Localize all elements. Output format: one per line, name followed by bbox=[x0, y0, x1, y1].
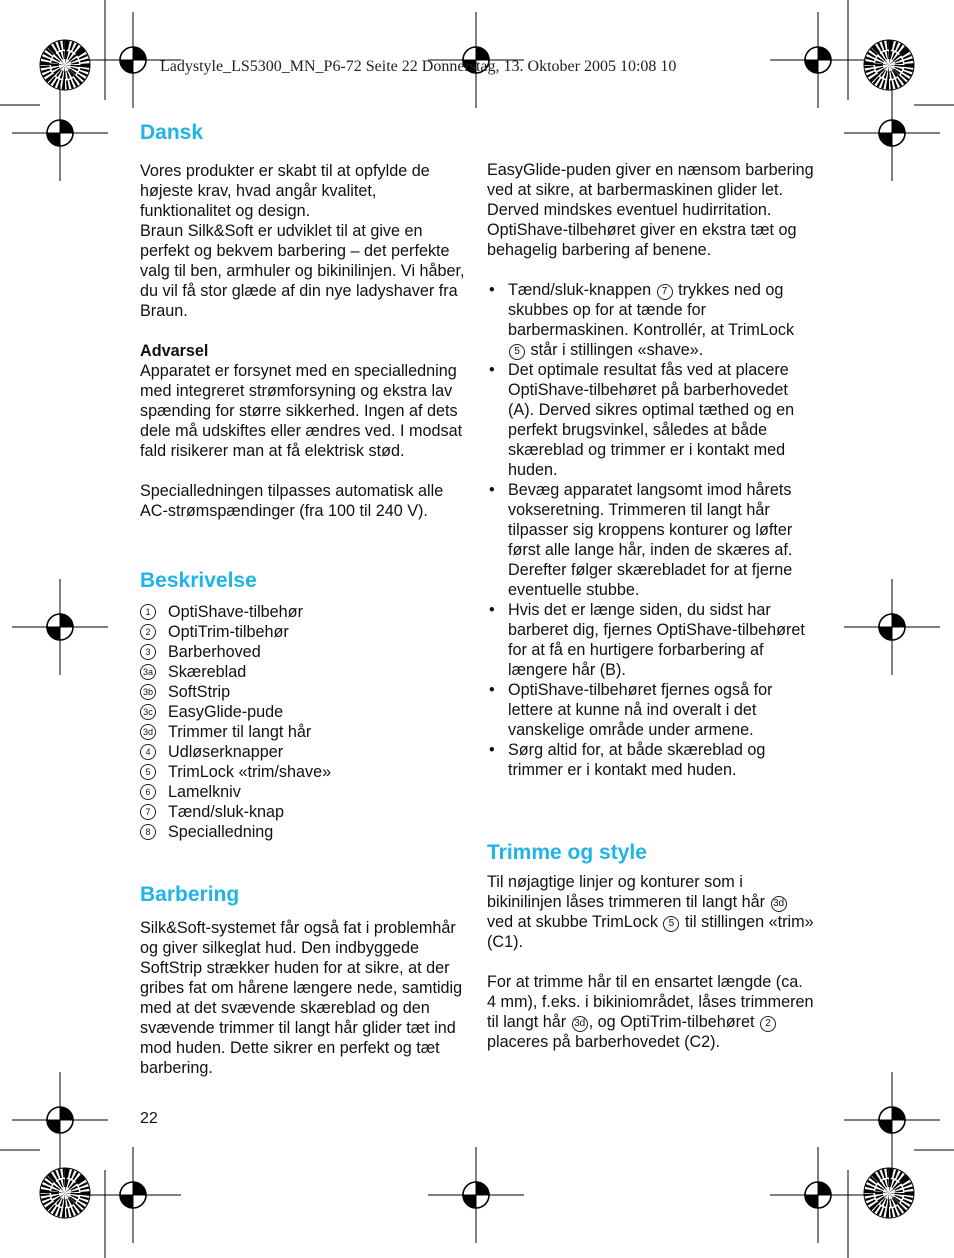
warning-text: Apparatet er forsynet med en specialledning med integreret strømforsyning og ekstra lav spænding for større sikkerhed. Ingen af dets dele må udskiftes eller ændres ved. I modsat fald risikerer man at få elektrisk stød. bbox=[140, 362, 463, 460]
intro-paragraph-1: Vores produkter er skabt til at opfylde de højeste krav, hvad angår kvalitet, funktionalitet og design. bbox=[140, 162, 430, 220]
list-item: • Hvis det er længe siden, du sidst har barberet dig, fjernes OptiShave-tilbehøret for at få en hurtigere forbarbering af længere hår (B). bbox=[487, 600, 815, 680]
list-item bbox=[140, 662, 468, 682]
part-label: Lamelkniv bbox=[168, 783, 241, 801]
warning-title: Advarsel bbox=[140, 342, 209, 360]
list-item bbox=[140, 742, 468, 762]
part-number: 5 bbox=[663, 916, 679, 932]
list-item bbox=[487, 280, 815, 360]
part-number: 1 bbox=[140, 604, 156, 620]
part-number: 3b bbox=[140, 684, 156, 700]
section-title-trimme: Trimme og style bbox=[487, 841, 647, 864]
part-number: 3 bbox=[140, 644, 156, 660]
cord-text: Specialledningen tilpasses automatisk alle AC-strømspændinger (fra 100 til 240 V). bbox=[140, 482, 444, 520]
right-column bbox=[487, 160, 815, 1052]
part-number: 2 bbox=[140, 624, 156, 640]
easyglide-text: EasyGlide-puden giver en nænsom barbering ved at sikre, at barbermaskinen glider let. Derved mindskes eventuel hudirritation. bbox=[487, 161, 814, 219]
part-number: 3a bbox=[140, 664, 156, 680]
trimme-paragraph-1 bbox=[487, 872, 815, 952]
part-label: Udløserknapper bbox=[168, 743, 284, 761]
section-title-beskrivelse: Beskrivelse bbox=[140, 569, 257, 592]
part-label: Trimmer til langt hår bbox=[168, 723, 312, 741]
part-label: OptiShave-tilbehør bbox=[168, 603, 303, 621]
part-number: 6 bbox=[140, 784, 156, 800]
text-fragment: til stillingen «trim» (C1). bbox=[487, 913, 814, 951]
instructions-list bbox=[487, 280, 815, 780]
part-number: 3d bbox=[771, 896, 787, 912]
part-number: 3d bbox=[572, 1016, 588, 1032]
list-item bbox=[140, 622, 468, 642]
text-fragment: placeres på barberhovedet (C2). bbox=[487, 1033, 721, 1051]
list-item bbox=[140, 802, 468, 822]
part-label: Specialledning bbox=[168, 823, 274, 841]
list-item: • Bevæg apparatet langsomt imod hårets vokseretning. Trimmeren til langt hår tilpasser sig kroppens konturer og løfter først alle lange hår, inden de skæres af. Derefter følger skærebladet for at fjerne eventuelle stubbe. bbox=[487, 480, 815, 600]
part-number: 3d bbox=[140, 724, 156, 740]
section-title-barbering: Barbering bbox=[140, 883, 240, 906]
text-fragment: står i stillingen «shave». bbox=[530, 341, 704, 359]
part-number: 5 bbox=[509, 344, 525, 360]
intro-paragraph-2: Braun Silk&Soft er udviklet til at give en perfekt og bekvem barbering – det perfekte valg til ben, armhuler og bikinilinjen. Vi håber, du vil få stor glæde af din nye ladyshaver fra Braun. bbox=[140, 222, 465, 320]
parts-list bbox=[140, 602, 468, 842]
list-item: • Sørg altid for, at både skæreblad og trimmer er i kontakt med huden. bbox=[487, 740, 815, 780]
list-item: • Det optimale resultat fås ved at placere OptiShave-tilbehøret på barberhovedet (A). Derved sikres optimal tæthed og en perfekt brugsvinkel, således at både skæreblad og trimmer er i kontakt med huden. bbox=[487, 360, 815, 480]
list-item bbox=[140, 602, 468, 622]
list-item bbox=[140, 702, 468, 722]
part-label: TrimLock «trim/shave» bbox=[168, 763, 332, 781]
part-number: 2 bbox=[760, 1016, 776, 1032]
list-item bbox=[140, 682, 468, 702]
text-fragment: , og OptiTrim-tilbehøret bbox=[588, 1013, 755, 1031]
text-fragment: Til nøjagtige linjer og konturer som i bikinilinjen låses trimmeren til langt hår bbox=[487, 873, 766, 911]
list-item: • OptiShave-tilbehøret fjernes også for lettere at kunne nå ind overalt i det vanskelige område under armene. bbox=[487, 680, 815, 740]
text-fragment: For at trimme hår til en ensartet længde (ca. 4 mm), f.eks. i bikiniområdet, låses trimmeren til langt hår bbox=[487, 973, 814, 1031]
optishave-text: OptiShave-tilbehøret giver en ekstra tæt og behagelig barbering af benene. bbox=[487, 221, 797, 259]
part-label: Barberhoved bbox=[168, 643, 261, 661]
list-item bbox=[140, 722, 468, 742]
part-number: 4 bbox=[140, 744, 156, 760]
part-label: SoftStrip bbox=[168, 683, 231, 701]
part-number: 5 bbox=[140, 764, 156, 780]
page-number: 22 bbox=[140, 1110, 158, 1127]
part-number: 8 bbox=[140, 824, 156, 840]
part-label: Tænd/sluk-knap bbox=[168, 803, 285, 821]
part-number: 7 bbox=[140, 804, 156, 820]
text-fragment: Tænd/sluk-knappen bbox=[508, 281, 652, 299]
trimme-paragraph-2 bbox=[487, 972, 815, 1052]
part-label: EasyGlide-pude bbox=[168, 703, 284, 721]
barbering-text: Silk&Soft-systemet får også fat i problemhår og giver silkeglat hud. Den indbyggede SoftStrip strækker huden for at sikre, at der gribes fat om hårene længere nede, samtidig med at det svævende skæreblad og den svævende trimmer til langt hår glider tæt ind mod huden. Dette sikrer en perfekt og tæt barbering. bbox=[140, 919, 463, 1077]
text-fragment: ved at skubbe TrimLock bbox=[487, 913, 658, 931]
left-column bbox=[140, 120, 468, 1078]
print-header: Ladystyle_LS5300_MN_P6-72 Seite 22 Donnerstag, 13. Oktober 2005 10:08 10 bbox=[160, 58, 677, 75]
list-item bbox=[140, 822, 468, 842]
section-title-dansk: Dansk bbox=[140, 121, 204, 144]
part-label: Skæreblad bbox=[168, 663, 247, 681]
list-item bbox=[140, 642, 468, 662]
part-number: 3c bbox=[140, 704, 156, 720]
part-label: OptiTrim-tilbehør bbox=[168, 623, 289, 641]
part-number: 7 bbox=[657, 284, 673, 300]
text-fragment: trykkes ned og skubbes op for at tænde for barbermaskinen. Kontrollér, at TrimLock bbox=[508, 281, 795, 339]
list-item bbox=[140, 762, 468, 782]
list-item bbox=[140, 782, 468, 802]
